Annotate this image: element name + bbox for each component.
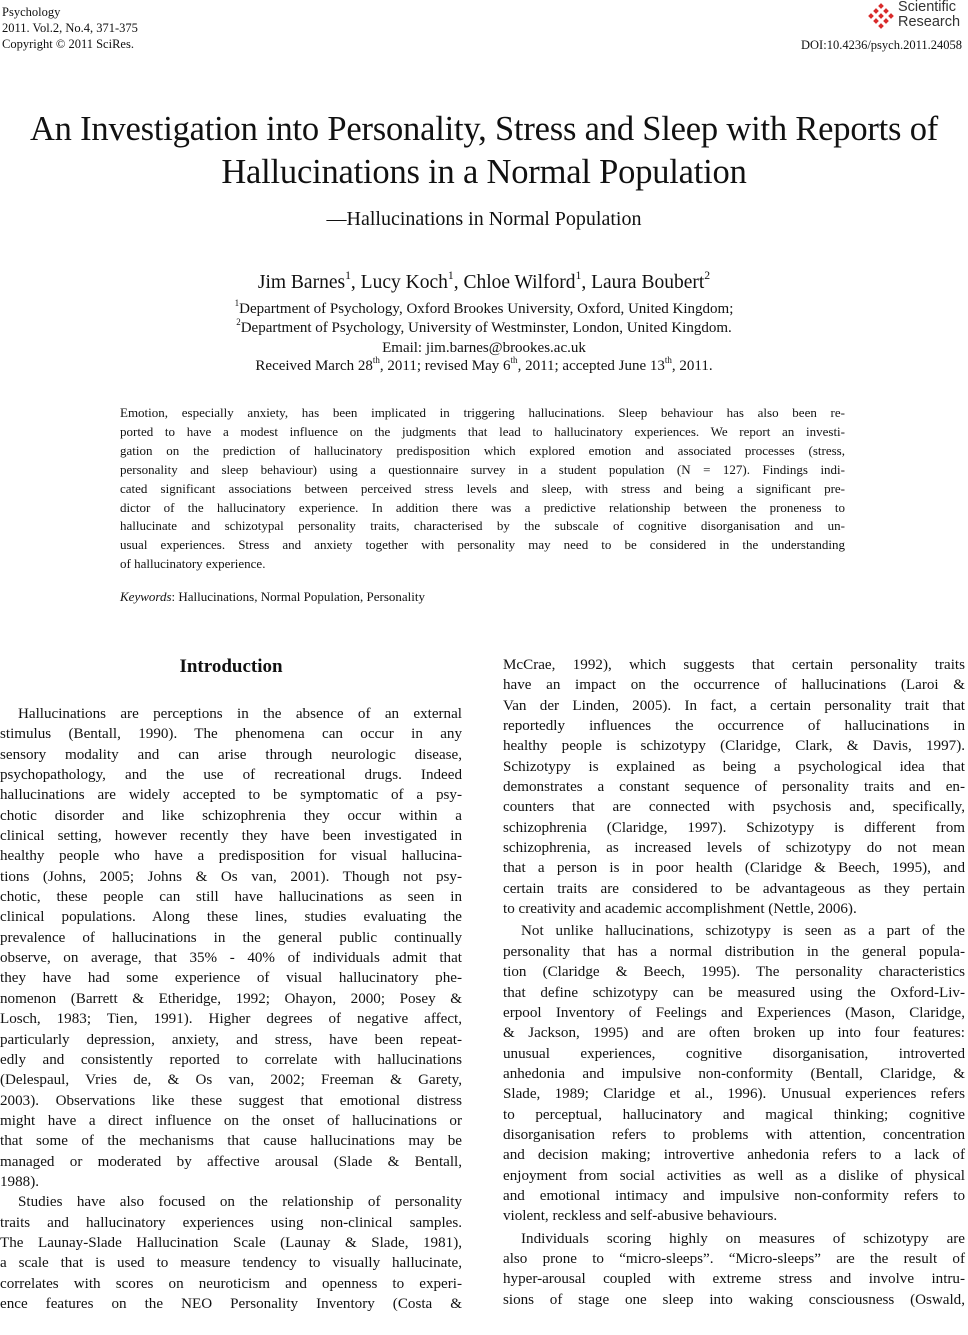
ordinal: th: [664, 355, 672, 366]
text-line: The Launay-Slade Hallucination Scale (Launay & Slade, 1981),: [0, 1234, 462, 1251]
text-line: Emotion, especially anxiety, has been implicated in triggering hallucinations. Sleep behaviour has also been re-: [120, 405, 845, 420]
text-line: have an impact on the occurrence of hallucinations (Laroi &: [503, 677, 965, 694]
affiliation-marker: 1: [345, 269, 351, 283]
date-text: , 2011; revised May 6: [379, 358, 511, 374]
text-line: personality that has a normal distribution in the general popula-: [503, 943, 965, 960]
text-line: Slade, 1989; Claridge et al., 1996). Unusual experiences refers: [503, 1086, 965, 1103]
text-line: (Delespaul, Vries de, & Os van, 2002; Freeman & Garety,: [0, 1072, 462, 1089]
text-line: gation on the prediction of hallucinatory predisposition which explored emotion and associated processes (stress,: [120, 442, 845, 458]
paper-title: [0, 108, 968, 194]
affiliation-text: Department of Psychology, University of Westminster, London, United Kingdom.: [240, 320, 732, 336]
text-line: chotic, these people can still have hallucinations as seen in: [0, 889, 462, 906]
affiliation-marker: 1: [447, 269, 454, 283]
doi: DOI:10.4236/psych.2011.24058: [801, 38, 962, 52]
text-line: stimulus (Bentall, 1990). The phenomena can occur in any: [0, 726, 462, 743]
author-name: Jim Barnes: [257, 272, 346, 293]
text-line: of hallucinatory experience.: [120, 556, 266, 572]
text-line: particularly depression, anxiety, and stress, have been repeat-: [0, 1031, 462, 1048]
affiliation-1: [0, 300, 968, 319]
title-line-1: An Investigation into Personality, Stress and Sleep with Reports of: [29, 110, 939, 148]
text-line: to perceptual, hallucinatory and magical thinking; cognitive: [503, 1106, 965, 1123]
text-line: 2003). Observations like these suggest that emotional distress: [0, 1092, 462, 1109]
copyright: Copyright © 2011 SciRes.: [2, 37, 134, 51]
text-line: a scale that is used to measure tendency to visually hallucinate,: [0, 1255, 462, 1272]
text-line: healthy people who have a predisposition for visual hallucina-: [0, 848, 462, 865]
text-line: unusual experiences, cognitive disorganisation, introverted: [503, 1045, 965, 1062]
text-line: Losch, 1983; Tien, 1991). Higher degrees of negative affect,: [0, 1011, 462, 1028]
logo-text-line1: Scientific: [898, 0, 957, 15]
text-line: anhedonia and impulsive non-conformity (Bentall, Claridge, &: [503, 1065, 965, 1082]
text-line: tions (Johns, 2005; Johns & Os van, 2001). Though not psy-: [0, 868, 462, 885]
text-line: healthy people is schizotypy (Claridge, Clark, & Davis, 1997).: [503, 738, 965, 755]
text-line: cated significant associations between perceived stress levels and sleep, with stress and being a significant pre-: [120, 480, 845, 496]
keywords-label: Keywords: [120, 589, 172, 604]
logo-text-line2: Research: [898, 14, 961, 30]
text-line: Studies have also focused on the relationship of personality: [18, 1194, 462, 1211]
text-line: Not unlike hallucinations, schizotypy is seen as a part of the: [521, 923, 965, 940]
text-line: hallucinate and schizotypal personality traits, characterised by the subscale of cognitive disorganisation and un-: [120, 518, 845, 534]
text-line: counters that are connected with psychosis and, specifically,: [503, 799, 965, 816]
affiliation-marker: 2: [236, 317, 241, 328]
author-name: , Lucy Koch: [350, 272, 448, 293]
text-line: erpool Inventory of Feelings and Experiences (Mason, Claridge,: [503, 1004, 965, 1021]
text-line: and emotional intimacy and impulsive non-conformity refers to: [503, 1187, 965, 1204]
author-name: , Laura Boubert: [581, 272, 705, 293]
text-line: that a person is in poor health (Claridge & Beech, 1995), and: [503, 860, 965, 877]
text-line: and decision making; introvertive anhedonia refers to a lack of: [503, 1147, 965, 1164]
text-line: observe, on average, that 35% - 40% of individuals admit that: [0, 950, 462, 967]
date-text: , 2011; accepted June 13: [517, 358, 665, 374]
text-line: certain traits are considered to be advantageous as they pertain: [503, 880, 965, 897]
journal-volume: 2011. Vol.2, No.4, 371-375: [2, 21, 138, 35]
text-line: enjoyment from social activities as well as a dislike of physical: [503, 1167, 965, 1184]
ordinal: th: [510, 355, 518, 366]
text-line: prevalence of hallucinations in the general public continually: [0, 929, 462, 946]
date-text: Received March 28: [255, 358, 373, 374]
text-line: McCrae, 1992), which suggests that certain personality traits: [503, 657, 965, 673]
text-line: & Jackson, 1995) and are often broken up into four features:: [503, 1025, 965, 1042]
text-line: managed or moderated by affective arousal (Slade & Bentall,: [0, 1153, 462, 1170]
text-line: Schizotypy is explained as being a psychological idea that: [503, 758, 965, 775]
text-line: nomenon (Barrett & Etheridge, 1992; Ohayon, 2000; Posey &: [0, 990, 462, 1007]
text-line: reportedly influences the occurrence of hallucinations in: [503, 718, 965, 735]
text-line: chotic disorder and like schizophrenia they occur within a: [0, 807, 462, 824]
text-line: sensory modality and can arise through neurologic disease,: [0, 746, 462, 763]
text-line: 1988).: [0, 1173, 39, 1190]
right-column: [503, 655, 965, 1310]
text-line: sions of stage one sleep into waking consciousness (Oswald,: [503, 1291, 965, 1308]
text-line: disorganisation refers to problems with attention, concentration: [503, 1126, 965, 1143]
text-line: that some of the mechanisms that cause hallucinations may be: [0, 1133, 462, 1150]
date-text: , 2011.: [671, 358, 713, 374]
text-line: Hallucinations are perceptions in the absence of an external: [18, 706, 462, 722]
author-list: [0, 269, 968, 294]
text-line: Individuals scoring highly on measures of schizotypy are: [521, 1230, 965, 1247]
text-line: Van der Linden, 2005). In fact, a certain personality trait that: [503, 697, 965, 714]
text-line: that define schizotypy can be measured using the Oxford-Liv-: [503, 984, 965, 1001]
text-line: hallucinations are widely accepted to be symptomatic of a psy-: [0, 787, 462, 804]
text-line: hyper-arousal coupled with extreme stress and involve intru-: [503, 1271, 965, 1288]
left-column: [0, 704, 462, 1314]
affiliation-marker: 1: [575, 269, 582, 283]
text-line: might have a direct influence on the onset of hallucinations or: [0, 1112, 462, 1129]
text-line: tion (Claridge & Beech, 1995). The personality characteristics: [503, 964, 965, 981]
text-line: demonstrates a constant sequence of personality traits and en-: [503, 779, 965, 796]
paper-subtitle: —Hallucinations in Normal Population: [326, 208, 642, 230]
text-line: schizophrenia (Claridge, 1997). Schizotypy is different from: [503, 819, 965, 836]
text-line: psychopathology, and the use of recreational drugs. Indeed: [0, 767, 462, 784]
diamond-dots-icon: [864, 2, 898, 32]
author-email[interactable]: Email: jim.barnes@brookes.ac.uk: [382, 340, 586, 356]
text-line: to creativity and academic accomplishment (Nettle, 2006).: [503, 901, 857, 918]
text-line: edly and consistently reported to correlate with hallucinations: [0, 1051, 462, 1068]
affiliation-marker: 2: [704, 269, 711, 283]
section-heading-introduction: Introduction: [179, 656, 283, 677]
text-line: schizophrenia, as increased levels of schizotypy do not mean: [503, 840, 965, 857]
ordinal: th: [372, 355, 380, 366]
text-line: correlates with scores on neuroticism and openness to experi-: [0, 1275, 462, 1292]
journal-header: [2, 4, 138, 52]
text-line: also prone to “micro-sleeps”. “Micro-sleeps” are the result of: [503, 1250, 965, 1267]
text-line: they have had some experience of visual hallucinatory phe-: [0, 970, 462, 987]
text-line: clinical populations. Along these lines, studies evaluating the: [0, 909, 462, 926]
text-line: personality and sleep behaviour) using a questionnaire survey in a student population (N = 127). Findings indi-: [120, 461, 845, 477]
affiliation-marker: 1: [234, 298, 240, 309]
text-line: traits and hallucinatory experiences using non-clinical samples.: [0, 1214, 462, 1231]
scientific-research-logo: [864, 0, 964, 34]
text-line: ence features on the NEO Personality Inventory (Costa &: [0, 1295, 462, 1312]
keywords: [120, 589, 425, 605]
affiliation-text: Department of Psychology, Oxford Brookes University, Oxford, United Kingdom;: [239, 301, 734, 317]
title-line-2: Hallucinations in a Normal Population: [221, 153, 747, 191]
affiliation-2: [0, 319, 968, 338]
text-line: clinical setting, however recently they have been investigated in: [0, 828, 462, 845]
text-line: violent, reckless and self-abusive behaviours.: [503, 1208, 778, 1225]
text-line: ported to have a modest influence on the judgments that lead to hallucinatory experiences. We report an investi-: [120, 423, 845, 439]
author-name: , Chloe Wilford: [453, 272, 576, 293]
abstract: [120, 404, 845, 574]
keywords-list: : Hallucinations, Normal Population, Personality: [171, 589, 425, 604]
journal-name: Psychology: [2, 5, 61, 19]
received-dates: [0, 357, 968, 376]
text-line: usual experiences. Stress and anxiety together with personality may need to be considered in the understanding: [120, 537, 845, 553]
text-line: dictor of the hallucinatory experience. In addition there was a predictive relationship between the proneness to: [120, 499, 845, 515]
